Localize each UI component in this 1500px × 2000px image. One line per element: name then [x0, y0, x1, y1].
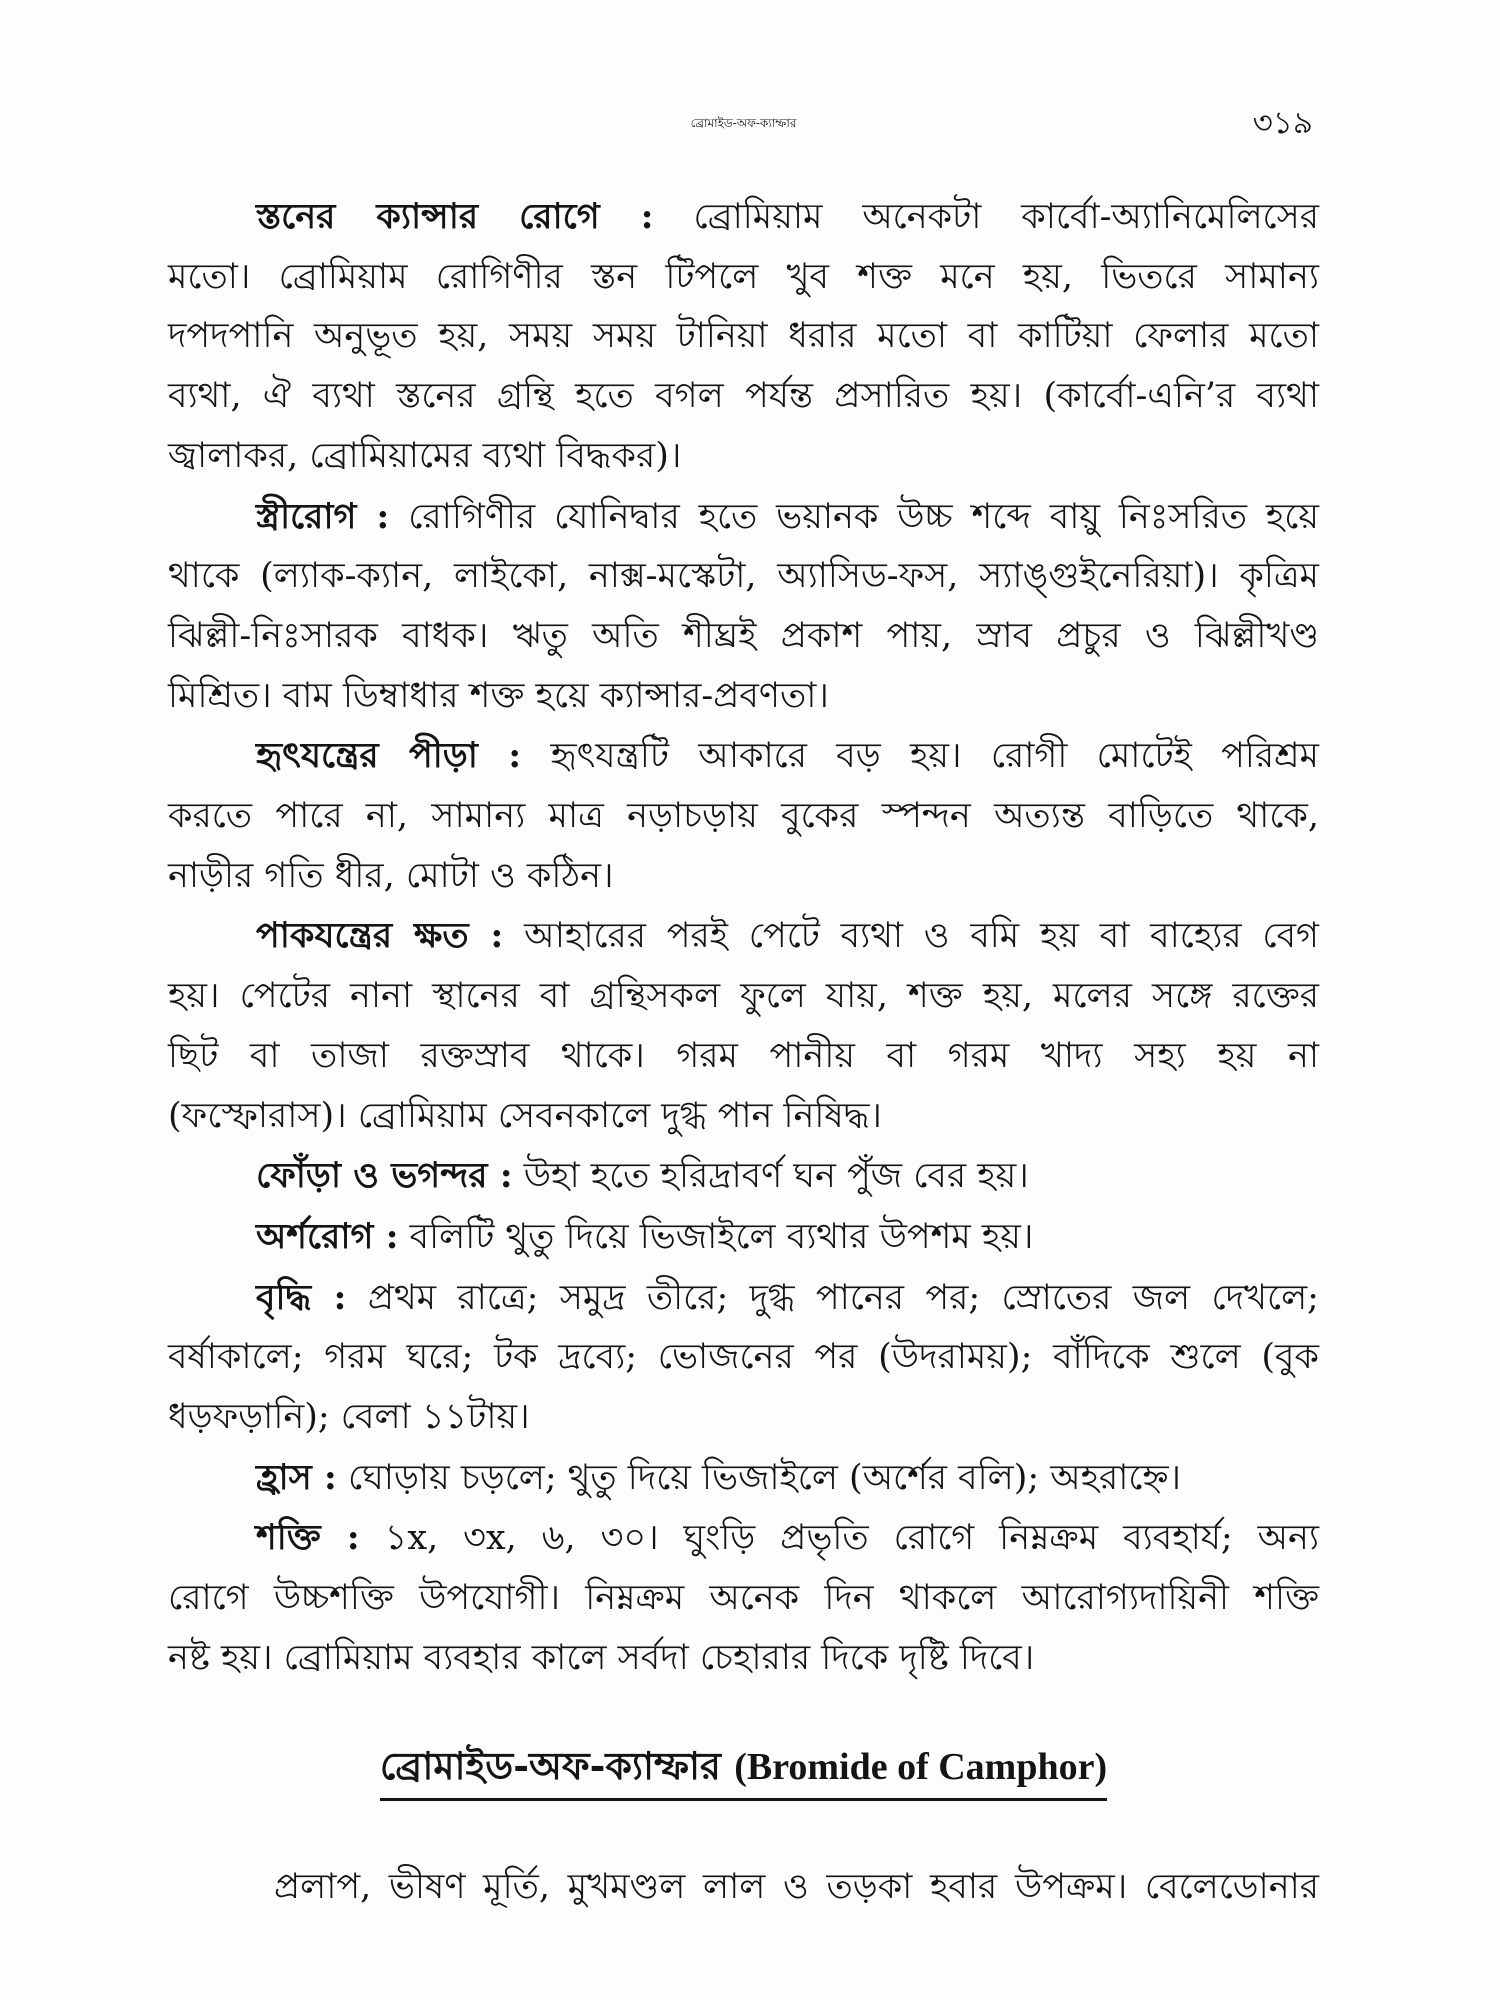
section-label: পাকযন্ত্রের ক্ষত : — [256, 915, 504, 957]
text-line — [168, 1448, 1319, 1509]
text-line: ধড়ফড়ানি); বেলা ১১টায়। — [168, 1397, 530, 1438]
text-line — [168, 906, 1319, 967]
text-line — [168, 1146, 1319, 1207]
section-female-disorders — [168, 487, 1319, 727]
text-line: জ্বালাকর, ব্রোমিয়ামের ব্যথা বিদ্ধকর)। — [168, 435, 682, 476]
text-line — [168, 487, 1319, 548]
section-label: হ্রাস : — [256, 1456, 337, 1498]
remedy-heading-bengali: ব্রোমাইড-অফ-ক্যাম্ফার — [379, 1743, 721, 1788]
text-line: (ফস্ফোরাস)। ব্রোমিয়াম সেবনকালে দুগ্ধ পান নিষিদ্ধ। — [168, 1095, 882, 1136]
remedy-heading-english: (Bromide of Camphor) — [734, 1746, 1108, 1788]
section-label: ফোঁড়া ও ভগন্দর : — [256, 1155, 513, 1197]
text-line: নাড়ীর গতি ধীর, মোটা ও কঠিন। — [168, 855, 614, 896]
text-line: হয়। পেটের নানা স্থানের বা গ্রন্থিসকল ফুলে যায়, শক্ত হয়, মলের সঙ্গে রক্তের — [168, 976, 1319, 1017]
remedy-intro — [168, 1858, 1319, 1918]
body-text — [168, 187, 1319, 1689]
section-potency — [168, 1508, 1319, 1688]
line-text: রোগিণীর যোনিদ্বার হতে ভয়ানক উচ্চ শব্দে বায়ু নিঃসরিত হয়ে — [408, 496, 1319, 537]
text-line — [168, 726, 1319, 787]
section-amelioration — [168, 1448, 1319, 1509]
section-boils-fistula — [168, 1146, 1319, 1207]
text-line: প্রলাপ, ভীষণ মূর্তি, মুখমণ্ডল লাল ও তড়কা হবার উপক্রম। বেলেডোনার — [274, 1867, 1319, 1907]
section-breast-cancer — [168, 187, 1319, 487]
line-text: উহা হতে হরিদ্রাবর্ণ ঘন পুঁজ বের হয়। — [523, 1156, 1029, 1197]
section-label: স্তনের ক্যান্সার রোগে : — [256, 196, 654, 237]
text-line: ছিট বা তাজা রক্তস্রাব থাকে। গরম পানীয় বা গরম খাদ্য সহ্য হয় না — [168, 1035, 1319, 1076]
section-heart-disease — [168, 726, 1319, 906]
line-text: বলিটি থুতু দিয়ে ভিজাইলে ব্যথার উপশম হয়। — [409, 1216, 1034, 1257]
section-stomach-ulcer — [168, 906, 1319, 1146]
running-title: ব্রোমাইড-অফ-ক্যাম্ফার — [690, 116, 797, 130]
section-label: শক্তি : — [256, 1517, 360, 1559]
line-text: ১x, ৩x, ৬, ৩০। ঘুংড়ি প্রভৃতি রোগে নিম্নক্রম ব্যবহার্য; অন্য — [384, 1518, 1319, 1559]
section-label: হৃৎযন্ত্রের পীড়া : — [256, 735, 522, 777]
remedy-heading — [168, 1738, 1319, 1804]
text-line — [168, 1508, 1319, 1569]
section-label: বৃদ্ধি : — [256, 1276, 347, 1318]
text-line: নষ্ট হয়। ব্রোমিয়াম ব্যবহার কালে সর্বদা চেহারার দিকে দৃষ্টি দিবে। — [168, 1637, 1035, 1678]
section-piles — [168, 1207, 1319, 1268]
text-line: ঝিল্লী-নিঃসারক বাধক। ঋতু অতি শীঘ্রই প্রকাশ পায়, স্রাব প্রচুর ও ঝিল্লীখণ্ড — [168, 615, 1319, 656]
line-text: ব্রোমিয়াম অনেকটা কার্বো-অ্যানিমেলিসের — [693, 197, 1319, 237]
line-text: হৃৎযন্ত্রটি আকারে বড় হয়। রোগী মোটেই পরিশ্রম — [550, 736, 1319, 777]
text-line — [168, 1207, 1319, 1268]
text-line: থাকে (ল্যাক-ক্যান, লাইকো, নাক্স-মস্কেটা, অ্যাসিড-ফস, স্যাঙ্গুইনেরিয়া)। কৃত্রিম — [168, 556, 1319, 597]
text-line: করতে পারে না, সামান্য মাত্র নড়াচড়ায় বুকের স্পন্দন অত্যন্ত বাড়িতে থাকে, — [168, 796, 1319, 837]
running-header — [168, 100, 1319, 146]
line-text: ঘোড়ায় চড়লে; থুতু দিয়ে ভিজাইলে (অর্শের বলি); অহরাহ্নে। — [347, 1457, 1182, 1498]
text-line — [168, 187, 1319, 248]
line-text: আহারের পরই পেটে ব্যথা ও বমি হয় বা বাহ্যের বেগ — [524, 916, 1319, 957]
page-number: ৩১৯ — [1252, 105, 1313, 141]
section-aggravation — [168, 1268, 1319, 1448]
section-label: অর্শরোগ : — [256, 1215, 399, 1257]
text-line: দপদপানি অনুভূত হয়, সময় সময় টানিয়া ধরার মতো বা কাটিয়া ফেলার মতো — [168, 316, 1319, 357]
remedy-heading-underlined — [380, 1738, 1107, 1801]
text-line: বর্ষাকালে; গরম ঘরে; টক দ্রব্যে; ভোজনের পর (উদরাময়); বাঁদিকে শুলে (বুক — [168, 1337, 1319, 1378]
section-label: স্ত্রীরোগ : — [256, 495, 390, 537]
text-line: ব্যথা, ঐ ব্যথা স্তনের গ্রন্থি হতে বগল পর্যন্ত প্রসারিত হয়। (কার্বো-এনি’র ব্যথা — [168, 376, 1319, 417]
text-line: রোগে উচ্চশক্তি উপযোগী। নিম্নক্রম অনেক দিন থাকলে আরোগ্যদায়িনী শক্তি — [168, 1578, 1319, 1619]
text-line — [168, 1268, 1319, 1329]
line-text: প্রথম রাত্রে; সমুদ্র তীরে; দুগ্ধ পানের পর; স্রোতের জল দেখলে; — [367, 1277, 1319, 1318]
text-line: মতো। ব্রোমিয়াম রোগিণীর স্তন টিপলে খুব শক্ত মনে হয়, ভিতরে সামান্য — [168, 256, 1319, 297]
text-line: মিশ্রিত। বাম ডিম্বাধার শক্ত হয়ে ক্যান্সার-প্রবণতা। — [168, 675, 829, 716]
